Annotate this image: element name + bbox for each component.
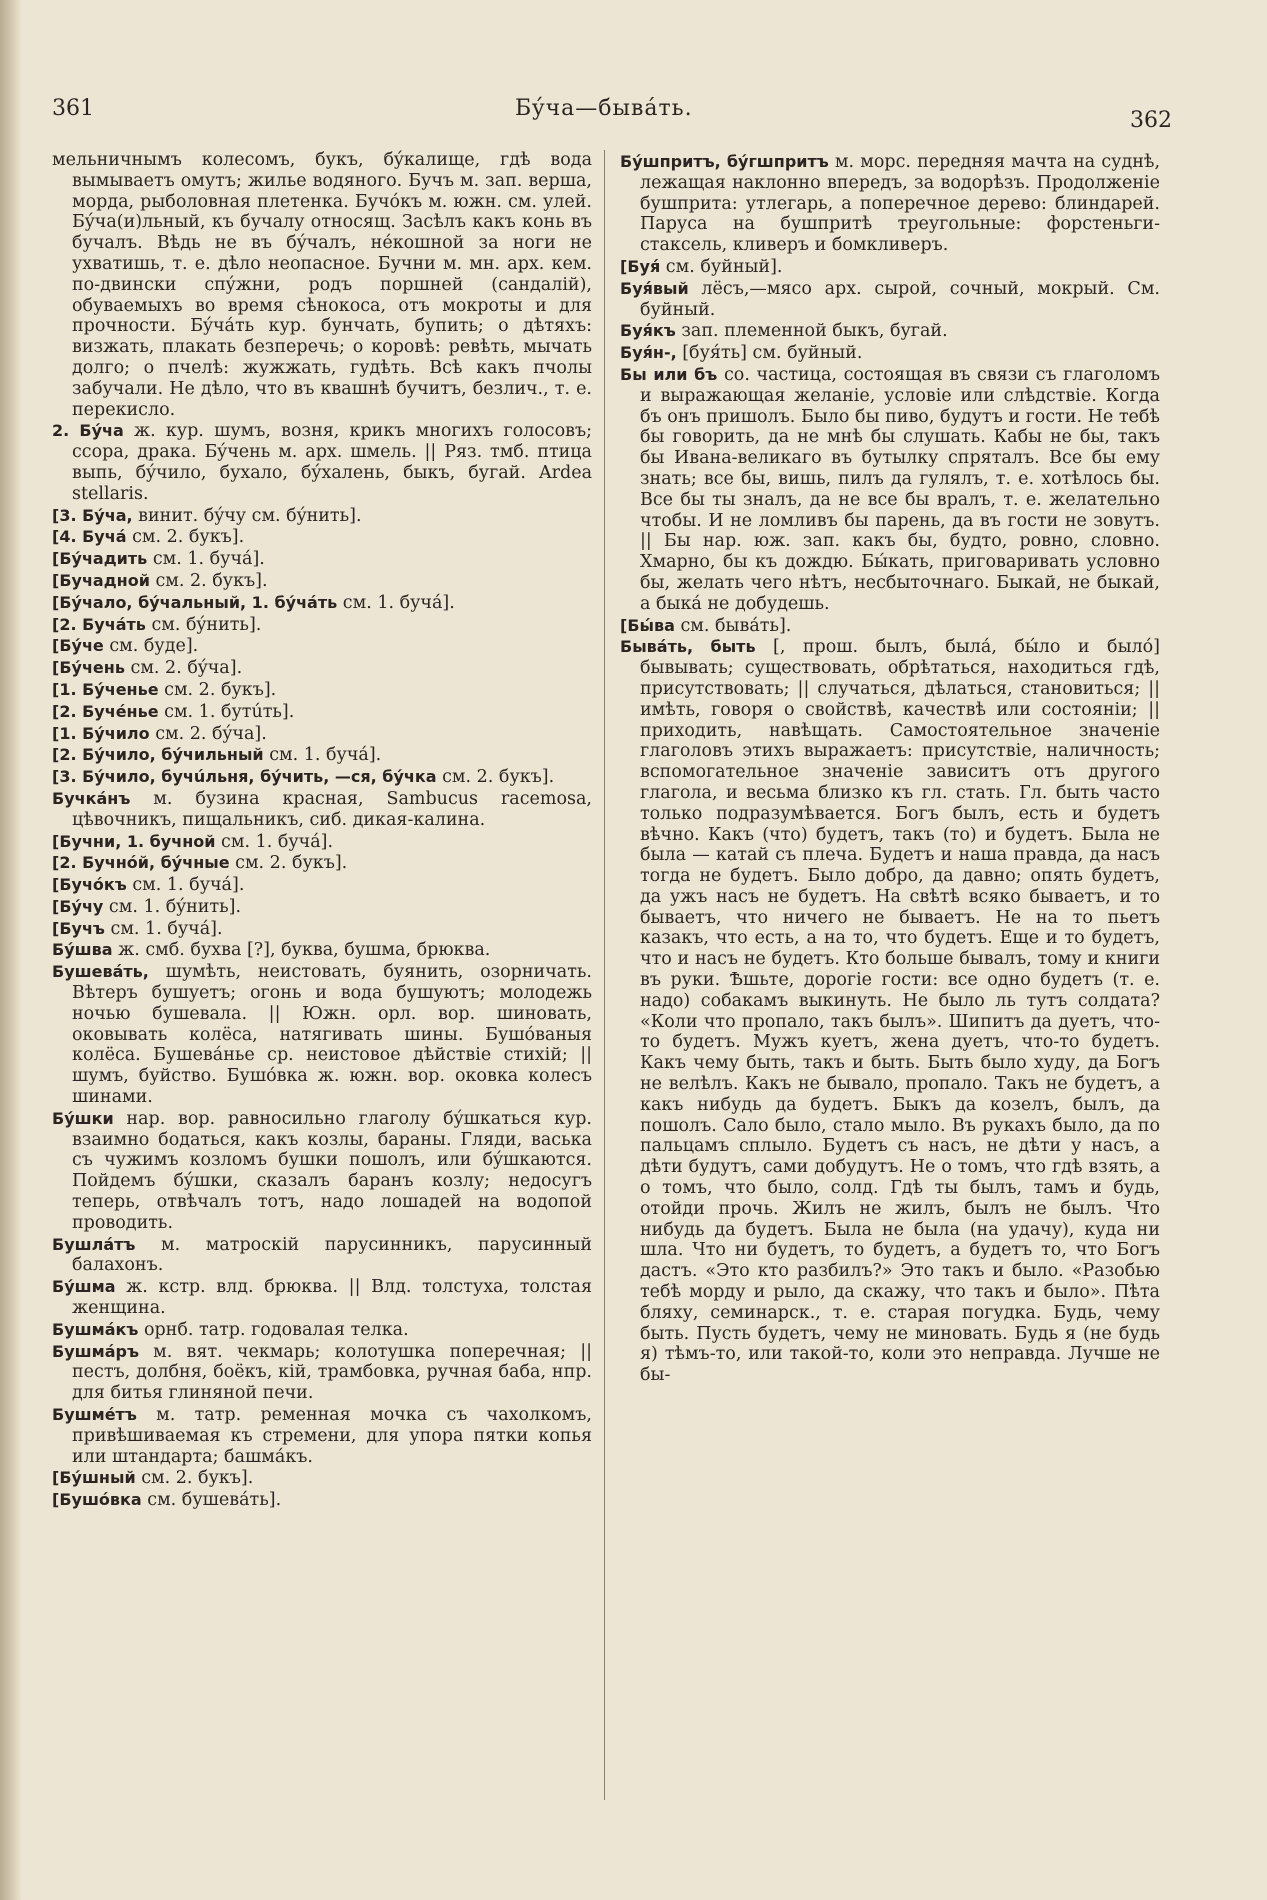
entry-headword: 2. Бýча xyxy=(52,421,124,441)
entry-headword: [Бучадной xyxy=(52,570,150,590)
entry-definition: ж. смб. бухва [?], буква, бушма, брюква. xyxy=(112,940,491,961)
entry-definition: см. 1. бучá]. xyxy=(104,918,223,939)
entry-definition: м. вят. чекмарь; колотушка поперечная; || пестъ, долбня, боёкъ, кiй, трамбовка, ручная баба, нпр. для битья глиняной печи. xyxy=(72,1341,592,1404)
entry-definition: шумѣть, неистовать, буянить, озорничать. Вѣтеръ бушуетъ; огонь и вода бушуютъ; молодежь ночью бушевала. || Южн. орл. вор. шиновать, оковывать колёса, натягивать шины. Бушóваныя колёса. Бушевáнье ср. неистовое дѣйствiе стихiй; || шумъ, буйство. Бушóвка ж. южн. вор. оковка колесъ шинами. xyxy=(72,962,592,1108)
entry-definition: см. буйный]. xyxy=(660,256,783,277)
dictionary-entry xyxy=(620,343,1160,364)
entry-definition: орнб. татр. годовалая телка. xyxy=(138,1319,409,1340)
entry-definition: см. 1. бучá]. xyxy=(263,745,382,766)
entry-definition: см. 2. букъ]. xyxy=(436,767,555,788)
entry-headword: Буя́н-, xyxy=(620,343,677,363)
entry-definition: см. 1. бучá]. xyxy=(147,549,265,570)
entry-headword: [Бы́ва xyxy=(620,615,675,635)
entry-definition: см. 1. бутúть]. xyxy=(158,701,295,722)
dictionary-entry xyxy=(52,1468,592,1489)
right-column xyxy=(620,152,1160,1387)
dictionary-entry xyxy=(52,875,592,896)
entry-definition: [буя́ть] см. буйный. xyxy=(676,343,863,364)
dictionary-entry xyxy=(620,321,1160,342)
entry-definition: мельничнымъ колесомъ, букъ, бýкалище, гдѣ вода вымываетъ омутъ; жилье водяного. Бучъ м. зап. верша, морда, рыболовная плетенка. Бучóкъ м. южн. см. улей. Бýча(и)льный, къ бучалу относящ. Засѣлъ какъ конь въ бучалъ. Вѣдь не въ бýчалъ, нéкошной за ноги не ухватишь, т. е. дѣло неопасное. Бучни м. мн. арх. кем. по-двински спýжни, родъ поршней (сандалiй), обуваемыхъ во время сѣнокоса, отъ мокроты и для прочности. Бýчáть кур. бунчать, бупить; о дѣтяхъ: визжать, плакать безперечь; о коровѣ: ревѣть, мычать долго; о пчелѣ: жужжать, гудѣть. Всѣ какъ пчолы забучали. Не дѣло, что въ квашнѣ бучитъ, безлич., т. е. перекисло. xyxy=(52,150,592,420)
entry-definition: со. частица, состоящая въ связи съ глаголомъ и выражающая желанiе, условiе или слѣдствiе. Когда бъ онъ пришолъ. Было бы пиво, будутъ и гости. Не тебѣ бы говорить, да не мнѣ бы слушать. Кабы не бы, такъ бы Ивана-великаго въ бутылку спряталъ. Все бы ему знать; все бы, вишь, пилъ да гулялъ, т. е. хотѣлось бы. Все бы ты зналъ, да не все бы вралъ, т. е. желательно чтобы. И не ломливъ бы парень, да въ гости не зовутъ. || Бы нар. юж. зап. какъ бы, будто, ровно, словно. Хмарно, бы къ дождю. Бы́кать, приговаривать условно бы, желать чего нѣтъ, несбыточнаго. Быкай, не быкай, а быкá не добудешь. xyxy=(640,364,1160,614)
entry-headword: Бы или бъ xyxy=(620,364,718,384)
dictionary-entry xyxy=(52,832,592,853)
dictionary-entry xyxy=(620,152,1160,256)
entry-definition: зап. племенной быкъ, бугай. xyxy=(675,321,948,342)
page-number-right: 362 xyxy=(1130,108,1172,133)
entry-definition: см. 1. бучá]. xyxy=(126,875,245,896)
dictionary-entry xyxy=(620,257,1160,278)
entry-definition: м. морс. передняя мачта на суднѣ, лежащая наклонно впередъ, за водорѣзъ. Продолженiе бушприта: утлегарь, а поперечное дерево: блиндарей. Паруса на бушпритѣ треугольные: форстеньги-стаксель, кливеръ и бомкливеръ. xyxy=(640,152,1161,256)
dictionary-entry xyxy=(52,150,592,420)
entry-headword: [1. Бýченье xyxy=(52,679,159,699)
dictionary-entry xyxy=(52,767,592,788)
entry-headword: [Бучóкъ xyxy=(52,875,127,895)
entry-definition: ж. кур. шумъ, возня, крикъ многихъ голосовъ; ссора, драка. Бýчень м. арх. шмель. || Ряз. тмб. птица выпь, бýчило, бухало, бýхалень, быкъ, бугай. Ardea stellaris. xyxy=(72,421,593,504)
entry-headword: Бýшва xyxy=(52,940,113,960)
entry-headword: Бучкáнъ xyxy=(52,788,131,808)
entry-definition: см. бýнить]. xyxy=(145,614,262,635)
entry-headword: Бушмáръ xyxy=(52,1341,139,1361)
dictionary-entry xyxy=(52,1235,592,1277)
entry-definition: нар. вор. равносильно глаголу бýшкаться кур. взаимно бодаться, какъ козлы, бараны. Гляди, васька съ чужимъ козломъ бушки пошолъ, или бýшкаются. Пойдемъ бýшки, сказалъ баранъ козлу; недосугъ теперь, отвѣчалъ тотъ, надо лошадей на водопой проводить. xyxy=(72,1108,592,1233)
entry-definition: см. 1. бучá]. xyxy=(215,831,334,852)
entry-definition: см. бывáть]. xyxy=(674,615,792,636)
entry-definition: см. 2. бýча]. xyxy=(149,723,267,744)
dictionary-entry xyxy=(52,549,592,570)
dictionary-entry xyxy=(52,593,592,614)
entry-headword: Бушлáтъ xyxy=(52,1234,136,1254)
entry-headword: Бушмéтъ xyxy=(52,1405,137,1425)
dictionary-entry xyxy=(52,897,592,918)
entry-headword: [Бýчало, бýчальный, 1. бýчáть xyxy=(52,592,338,612)
dictionary-entry xyxy=(52,940,592,961)
dictionary-entry xyxy=(52,421,592,504)
dictionary-entry xyxy=(52,962,592,1108)
entry-definition: м. бузина красная, Sambucus racemosa, цѣвочникъ, пищальникъ, сиб. дикая-калина. xyxy=(72,788,592,830)
entry-definition: см. бушевáть]. xyxy=(141,1490,282,1511)
entry-headword: [2. Бучáть xyxy=(52,614,146,634)
dictionary-entry xyxy=(52,1109,592,1234)
entry-definition: см. буде]. xyxy=(103,636,199,657)
column-rule xyxy=(604,150,605,1800)
entry-headword: [Бýчень xyxy=(52,658,125,678)
entry-definition: м. матроскiй парусинникъ, парусинный балахонъ. xyxy=(72,1234,592,1276)
entry-headword: Бýшма xyxy=(52,1277,116,1297)
entry-definition: см. 2. букъ]. xyxy=(158,679,277,700)
entry-headword: [3. Бýча, xyxy=(52,505,133,525)
entry-headword: [2. Бучéнье xyxy=(52,701,159,721)
dictionary-entry xyxy=(52,658,592,679)
dictionary-entry xyxy=(52,919,592,940)
entry-headword: [Бучъ xyxy=(52,918,105,938)
entry-headword: [Бушóвка xyxy=(52,1490,142,1510)
dictionary-entry xyxy=(620,365,1160,615)
dictionary-entry xyxy=(52,527,592,548)
dictionary-entry xyxy=(52,1405,592,1467)
page-number-left: 361 xyxy=(52,96,94,121)
entry-definition: см. 2. букъ]. xyxy=(126,527,245,548)
dictionary-entry xyxy=(52,1277,592,1319)
entry-headword: [4. Бучá xyxy=(52,527,127,547)
entry-headword: [Буя́ xyxy=(620,256,661,276)
dictionary-entry xyxy=(52,1490,592,1511)
entry-headword: Бýшпритъ, бýгшпритъ xyxy=(620,152,829,171)
binding-gutter xyxy=(0,0,22,1900)
entry-headword: [2. Бучнóй, бýчные xyxy=(52,853,230,873)
entry-definition: см. 2. бýча]. xyxy=(124,658,243,679)
entry-definition: см. 2. букъ]. xyxy=(229,853,348,874)
entry-definition: лёсъ,—мясо арх. сырой, сочный, мокрый. См. буйный. xyxy=(640,278,1160,320)
dictionary-entry xyxy=(52,506,592,527)
running-title: Бýча—бывáть. xyxy=(515,96,693,121)
dictionary-entry xyxy=(52,789,592,831)
left-column xyxy=(52,150,592,1512)
dictionary-entry xyxy=(52,680,592,701)
dictionary-entry xyxy=(52,571,592,592)
entry-headword: [Бучни, 1. бучной xyxy=(52,831,216,851)
dictionary-entry xyxy=(620,616,1160,637)
entry-headword: [Бýчу xyxy=(52,896,104,916)
entry-definition: см. 2. букъ]. xyxy=(135,1468,254,1489)
entry-definition: ж. кстр. влд. брюква. || Влд. толстуха, толстая женщина. xyxy=(72,1277,592,1319)
dictionary-entry xyxy=(52,853,592,874)
dictionary-entry xyxy=(52,615,592,636)
dictionary-entry xyxy=(620,637,1160,1386)
entry-headword: Бушевáть, xyxy=(52,962,149,982)
entry-headword: Бушмáкъ xyxy=(52,1319,139,1339)
dictionary-entry xyxy=(620,279,1160,321)
dictionary-entry xyxy=(52,702,592,723)
dictionary-entry xyxy=(52,636,592,657)
entry-headword: [2. Бýчило, бýчильный xyxy=(52,745,264,765)
entry-definition: м. татр. ременная мочка съ чахолкомъ, привѣшиваемая къ стремени, для упора пятки копья или штандарта; башмáкъ. xyxy=(72,1405,592,1467)
entry-definition: см. 1. бýнить]. xyxy=(103,896,242,917)
dictionary-entry xyxy=(52,724,592,745)
entry-definition: винит. бýчу см. бýнить]. xyxy=(132,505,362,526)
dictionary-entry xyxy=(52,1342,592,1404)
entry-headword: [3. Бýчило, бучúльня, бýчить, —ся, бýчка xyxy=(52,767,437,787)
entry-headword: Бывáть, быть xyxy=(620,637,756,657)
dictionary-entry xyxy=(52,745,592,766)
entry-definition: см. 2. букъ]. xyxy=(149,570,268,591)
entry-headword: Буя́къ xyxy=(620,321,676,341)
entry-headword: Бýшки xyxy=(52,1108,114,1128)
dictionary-entry xyxy=(52,1320,592,1341)
entry-headword: [Бýче xyxy=(52,636,104,656)
entry-headword: [1. Бýчило xyxy=(52,723,150,743)
entry-headword: Буя́вый xyxy=(620,278,689,298)
entry-definition: см. 1. бучá]. xyxy=(337,592,455,613)
entry-headword: [Бýшный xyxy=(52,1468,136,1488)
entry-headword: [Бýчадить xyxy=(52,549,148,569)
entry-definition: [, прош. былъ, былá, бы́ло и былó] бывывать; существовать, обрѣтаться, находиться гдѣ, присутствовать; || случаться, дѣлаться, становиться; || имѣть, говоря о свойствѣ, качествѣ или состоянiи; || приходить, навѣщать. Самостоятельное значенiе глаголовъ этихъ выражаетъ: присутствiе, наличность; вспомогательное значенiе зависитъ отъ другого глагола, и весьма близко къ гл. стать. Гл. быть часто только подразумѣвается. Богъ былъ, есть и будетъ вѣчно. Какъ (что) будетъ, такъ (то) и будетъ. Была не была — катай съ плеча. Будетъ и наша правда, да насъ тогда не будетъ. Было добро, да давно; опять будетъ, да ужъ насъ не будетъ. На свѣтѣ всяко бываетъ, и то бываетъ, что ничего не бываетъ. Не на то пьетъ казакъ, что есть, а на то, что будетъ. Еще и то будетъ, что и насъ не будетъ. Кто больше бывалъ, тому и книги въ руки. Ѣшьте, дорогiе гости: все одно будетъ (т. е. надо) собакамъ выкинуть. Не было ль тутъ солдата? «Коли что пропало, такъ былъ». Шипитъ да дуетъ, что-то будетъ. Мужъ куетъ, жена дуетъ, что-то будетъ. Какъ чему быть, такъ и быть. Быть было худу, да Богъ не велѣлъ. Какъ не бывало, пропало. Такъ не будетъ, а какъ нибудь да будетъ. Быкъ да козелъ, былъ, да пошолъ. Сало было, стало мыло. Въ рукахъ было, да по пальцамъ сплыло. Будетъ съ насъ, не дѣти у насъ, а дѣти будутъ, сами добудутъ. Не о томъ, что гдѣ взять, а о томъ, что было, солд. Гдѣ ты былъ, тамъ и будь, отойди прочь. Жилъ не жилъ, былъ не былъ. Что нибудь да будетъ. Была не была (на удачу), куда ни шла. Что ни будетъ, то будетъ, а будетъ то, что Богъ дастъ. «Это кто разбилъ?» Это такъ и было. «Разобью тебѣ морду и рыло, да скажу, что такъ и было». Пѣта бляху, семинарск., т. е. старая погудка. Будь, чему быть. Пусть будетъ, чему не миновать. Будь я (не будь я) тѣмъ-то, или такой-то, коли это неправда. Лучше не бы- xyxy=(640,637,1160,1386)
